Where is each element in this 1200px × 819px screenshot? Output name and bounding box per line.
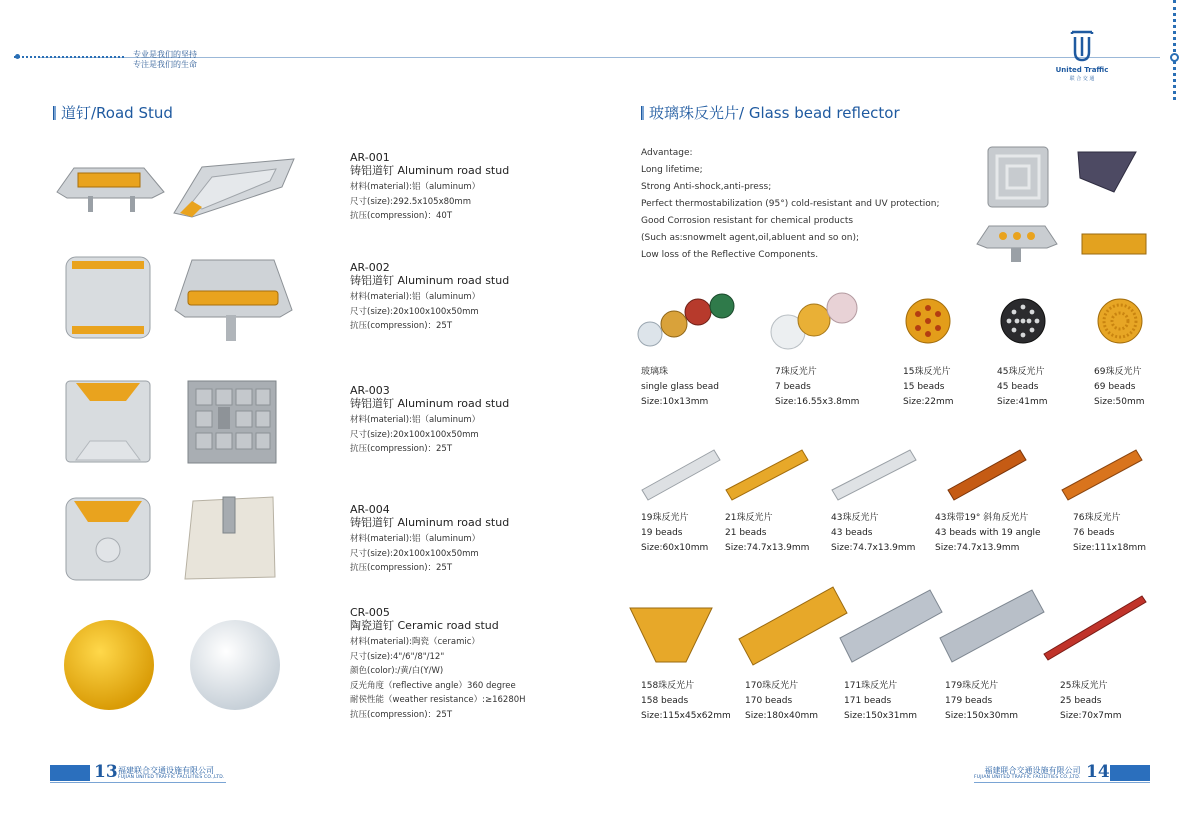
product-spec: 尺寸(size):292.5x105x80mm bbox=[350, 196, 471, 207]
ar002-angle-image bbox=[170, 255, 295, 343]
one-seventy-bead-strip-image bbox=[737, 585, 849, 667]
caption-cn: 158珠反光片 bbox=[641, 681, 695, 691]
fifteen-bead-image bbox=[905, 298, 951, 344]
caption-cn: 43珠带19° 斜角反光片 bbox=[935, 513, 1029, 523]
product-cr-005 bbox=[350, 606, 526, 722]
slogan-line-2: 专注是我们的生命 bbox=[133, 60, 197, 69]
caption-size: Size:74.7x13.9mm bbox=[831, 543, 916, 553]
product-spec: 颜色(color):/黄/白(Y/W) bbox=[350, 666, 444, 676]
product-spec: 尺寸(size):20x100x100x50mm bbox=[350, 306, 479, 317]
caption-cn: 19珠反光片 bbox=[641, 513, 689, 523]
footer-company-en: FUJIAN UNITED TRAFFIC FACILITIES CO.,LTD. bbox=[974, 775, 1081, 780]
caption-21-beads bbox=[725, 511, 809, 556]
product-spec: 抗压(compression)：25T bbox=[350, 709, 453, 720]
caption-en: 43 beads bbox=[831, 528, 873, 538]
one-fifty-eight-bead-trapezoid-image bbox=[628, 604, 714, 666]
caption-en: 45 beads bbox=[997, 382, 1039, 392]
product-code: AR-003 bbox=[350, 384, 390, 397]
caption-cn: 43珠反光片 bbox=[831, 513, 879, 523]
caption-cn: 170珠反光片 bbox=[745, 681, 799, 691]
caption-en: 19 beads bbox=[641, 528, 683, 538]
footer-left-line bbox=[50, 782, 226, 783]
ar004-bottom-image bbox=[183, 495, 278, 581]
caption-19-beads bbox=[641, 511, 708, 556]
logo-name: United Traffic bbox=[1055, 66, 1109, 74]
product-ar-003 bbox=[350, 384, 509, 457]
caption-179-beads bbox=[945, 679, 1018, 724]
caption-en: 179 beads bbox=[945, 696, 993, 706]
caption-en: 7 beads bbox=[775, 382, 811, 392]
caption-171-beads bbox=[844, 679, 917, 724]
caption-size: Size:10x13mm bbox=[641, 397, 709, 407]
product-spec: 材料(material):陶瓷（ceramic） bbox=[350, 637, 480, 647]
product-spec: 抗压(compression)：25T bbox=[350, 321, 453, 331]
ar003-top-image bbox=[64, 379, 152, 464]
product-code: CR-005 bbox=[350, 606, 390, 619]
caption-en: 15 beads bbox=[903, 382, 945, 392]
caption-en: 171 beads bbox=[844, 696, 892, 706]
caption-en: 43 beads with 19 angle bbox=[935, 528, 1041, 538]
advantage-line: Low loss of the Reflective Components. bbox=[641, 250, 819, 260]
header-node-dot bbox=[1170, 53, 1179, 62]
seven-bead-image bbox=[770, 292, 865, 352]
ar002-top-image bbox=[64, 255, 152, 340]
reflector-triangle-image bbox=[1076, 148, 1138, 196]
advantage-line: Advantage: bbox=[641, 148, 693, 158]
caption-76-beads bbox=[1073, 511, 1146, 556]
product-code: AR-004 bbox=[350, 503, 390, 516]
right-section-title bbox=[641, 102, 900, 123]
left-section-title bbox=[53, 102, 173, 123]
caption-size: Size:150x30mm bbox=[945, 711, 1018, 721]
product-spec: 尺寸(size):20x100x100x50mm bbox=[350, 429, 479, 440]
product-name: 铸铝道钉 Aluminum road stud bbox=[350, 516, 510, 529]
caption-size: Size:22mm bbox=[903, 397, 954, 407]
caption-cn: 76珠反光片 bbox=[1073, 513, 1121, 523]
header-slogan bbox=[133, 50, 197, 70]
caption-cn: 7珠反光片 bbox=[775, 367, 817, 377]
product-spec: 抗压(compression)：40T bbox=[350, 211, 453, 221]
one-seventy-one-bead-strip-image bbox=[838, 588, 944, 664]
sixty-nine-bead-image bbox=[1097, 298, 1143, 344]
ar004-top-image bbox=[64, 496, 152, 582]
footer-right-company bbox=[974, 766, 1081, 783]
caption-single-glass-bead bbox=[641, 365, 719, 410]
product-ar-001 bbox=[350, 151, 509, 224]
caption-158-beads bbox=[641, 679, 731, 724]
footer-company-cn: 福建联合交通设施有限公司 bbox=[118, 766, 214, 775]
footer-right-bar bbox=[1110, 765, 1150, 781]
ar001-front-image bbox=[52, 160, 167, 215]
title-bar bbox=[53, 106, 56, 120]
product-spec: 材料(material):铝（aluminum） bbox=[350, 415, 481, 425]
caption-en: 69 beads bbox=[1094, 382, 1136, 392]
caption-size: Size:111x18mm bbox=[1073, 543, 1146, 553]
slogan-line-1: 专业是我们的坚持 bbox=[133, 50, 197, 59]
advantage-line: (Such as:snowmelt agent,oil,abluent and so on); bbox=[641, 233, 860, 243]
header-dotted-line bbox=[14, 56, 124, 58]
product-spec: 尺寸(size):4"/6"/8"/12" bbox=[350, 651, 445, 662]
right-dotted-edge bbox=[1173, 0, 1176, 100]
cr005-yellow-image bbox=[62, 618, 156, 712]
product-code: AR-001 bbox=[350, 151, 390, 164]
right-title-text: 玻璃珠反光片/ Glass bead reflector bbox=[649, 104, 900, 122]
header-line bbox=[40, 57, 1160, 58]
reflector-stud-image bbox=[975, 222, 1059, 264]
caption-43-beads bbox=[831, 511, 915, 556]
caption-cn: 45珠反光片 bbox=[997, 367, 1045, 377]
caption-size: Size:60x10mm bbox=[641, 543, 709, 553]
page-number-left: 13 bbox=[94, 762, 118, 782]
caption-en: 158 beads bbox=[641, 696, 689, 706]
forty-five-bead-image bbox=[1000, 298, 1046, 344]
caption-cn: 179珠反光片 bbox=[945, 681, 999, 691]
forty-three-angle-strip-image bbox=[944, 444, 1030, 504]
product-spec: 材料(material):铝（aluminum） bbox=[350, 182, 481, 192]
forty-three-bead-strip-image bbox=[828, 444, 920, 504]
reflector-square-image bbox=[987, 146, 1049, 208]
advantage-line: Long lifetime; bbox=[641, 165, 703, 175]
twenty-five-bead-rod-image bbox=[1042, 594, 1148, 662]
product-ar-004 bbox=[350, 503, 509, 576]
footer-left-company bbox=[118, 766, 225, 783]
one-seventy-nine-bead-strip-image bbox=[938, 588, 1046, 664]
caption-size: Size:150x31mm bbox=[844, 711, 917, 721]
product-name: 铸铝道钉 Aluminum road stud bbox=[350, 274, 510, 287]
page-number-right: 14 bbox=[1086, 762, 1110, 782]
caption-en: 170 beads bbox=[745, 696, 793, 706]
caption-en: 21 beads bbox=[725, 528, 767, 538]
footer-left-bar bbox=[50, 765, 90, 781]
advantage-line: Perfect thermostabilization (95°) cold-resistant and UV protection; bbox=[641, 199, 940, 209]
product-spec: 抗压(compression)：25T bbox=[350, 563, 453, 573]
nineteen-bead-strip-image bbox=[638, 444, 724, 504]
caption-en: single glass bead bbox=[641, 382, 719, 392]
reflector-strip-image bbox=[1080, 228, 1148, 258]
product-name: 铸铝道钉 Aluminum road stud bbox=[350, 397, 510, 410]
cr005-white-image bbox=[188, 618, 282, 712]
caption-cn: 玻璃珠 bbox=[641, 367, 669, 377]
caption-en: 76 beads bbox=[1073, 528, 1115, 538]
product-code: AR-002 bbox=[350, 261, 390, 274]
product-spec: 抗压(compression)：25T bbox=[350, 444, 453, 454]
caption-cn: 25珠反光片 bbox=[1060, 681, 1108, 691]
left-title-text: 道钉/Road Stud bbox=[61, 104, 173, 122]
product-ar-002 bbox=[350, 261, 509, 334]
ar001-angle-image bbox=[172, 157, 297, 219]
footer-right-line bbox=[974, 782, 1150, 783]
title-bar bbox=[641, 106, 644, 120]
product-name: 铸铝道钉 Aluminum road stud bbox=[350, 164, 510, 177]
caption-size: Size:50mm bbox=[1094, 397, 1145, 407]
product-name: 陶瓷道钉 Ceramic road stud bbox=[350, 619, 499, 632]
footer-company-en: FUJIAN UNITED TRAFFIC FACILITIES CO.,LTD. bbox=[118, 775, 225, 780]
company-logo bbox=[1055, 30, 1109, 82]
caption-size: Size:70x7mm bbox=[1060, 711, 1122, 721]
caption-170-beads bbox=[745, 679, 818, 724]
caption-size: Size:41mm bbox=[997, 397, 1048, 407]
logo-subtitle: 联 合 交 通 bbox=[1069, 76, 1095, 82]
advantages-list bbox=[641, 145, 939, 264]
advantage-line: Strong Anti-shock,anti-press; bbox=[641, 182, 772, 192]
caption-7-beads bbox=[775, 365, 859, 410]
caption-size: Size:74.7x13.9mm bbox=[935, 543, 1020, 553]
caption-size: Size:180x40mm bbox=[745, 711, 818, 721]
twenty-one-bead-strip-image bbox=[722, 444, 812, 504]
caption-cn: 21珠反光片 bbox=[725, 513, 773, 523]
product-spec: 耐侯性能（weather resistance）:≥16280H bbox=[350, 695, 526, 705]
ar003-bottom-image bbox=[186, 379, 278, 465]
advantage-line: Good Corrosion resistant for chemical products bbox=[641, 216, 854, 226]
caption-size: Size:115x45x62mm bbox=[641, 711, 731, 721]
product-spec: 材料(material):铝（aluminum） bbox=[350, 292, 481, 302]
caption-cn: 69珠反光片 bbox=[1094, 367, 1142, 377]
logo-mark-icon bbox=[1070, 30, 1094, 64]
product-spec: 反光角度（reflective angle）360 degree bbox=[350, 680, 516, 691]
caption-15-beads bbox=[903, 365, 954, 410]
caption-69-beads bbox=[1094, 365, 1145, 410]
caption-cn: 15珠反光片 bbox=[903, 367, 951, 377]
product-spec: 尺寸(size):20x100x100x50mm bbox=[350, 548, 479, 559]
caption-size: Size:74.7x13.9mm bbox=[725, 543, 810, 553]
single-glass-bead-image bbox=[636, 292, 736, 350]
footer-company-cn: 福建联合交通设施有限公司 bbox=[984, 766, 1081, 775]
caption-25-beads bbox=[1060, 679, 1122, 724]
seventy-six-bead-strip-image bbox=[1058, 444, 1146, 504]
caption-43-beads-angle bbox=[935, 511, 1041, 556]
caption-size: Size:16.55x3.8mm bbox=[775, 397, 860, 407]
caption-cn: 171珠反光片 bbox=[844, 681, 898, 691]
caption-45-beads bbox=[997, 365, 1048, 410]
caption-en: 25 beads bbox=[1060, 696, 1102, 706]
header-left-dot bbox=[15, 54, 20, 59]
product-spec: 材料(material):铝（aluminum） bbox=[350, 534, 481, 544]
